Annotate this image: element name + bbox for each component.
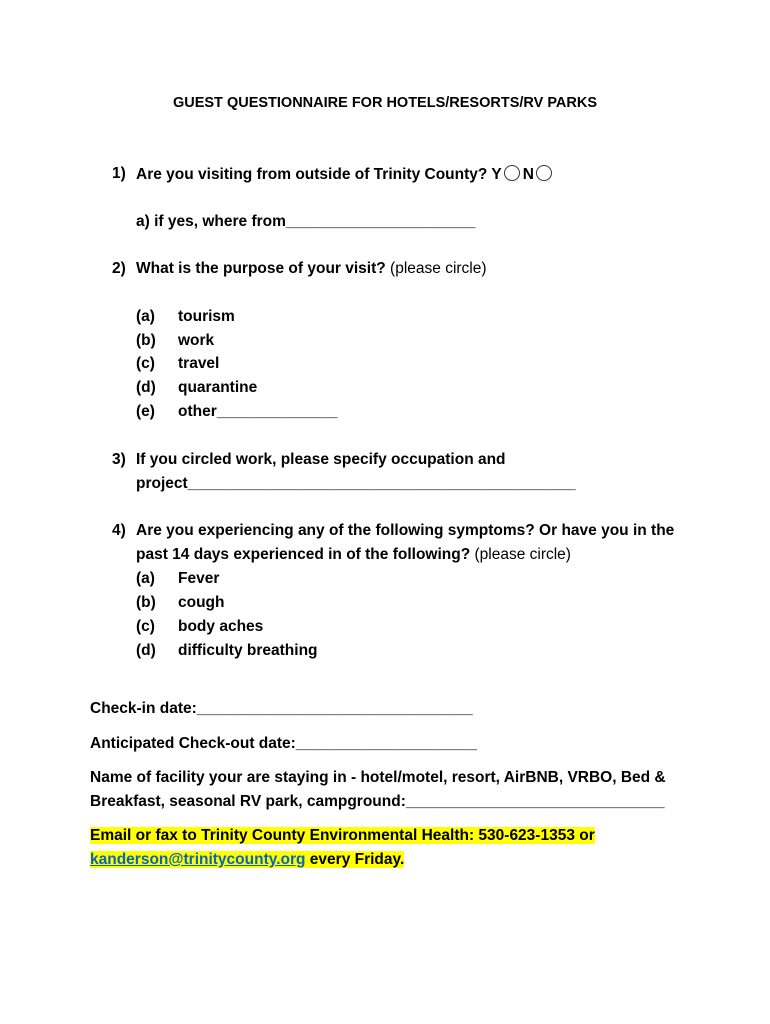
q2-text: What is the purpose of your visit? [136, 260, 386, 277]
footer-rest: every Friday. [305, 851, 405, 868]
q4-option-label[interactable]: difficulty breathing [178, 642, 318, 659]
q2-option-letter: (c) [136, 355, 155, 372]
q2-hint: (please circle) [385, 260, 487, 277]
q2-option-label[interactable]: work [178, 332, 215, 349]
q4-option-label[interactable]: Fever [178, 570, 220, 587]
q2-option-letter: (b) [136, 332, 156, 349]
q3-line2[interactable]: project_____________________________________________ [136, 475, 576, 492]
q2-option-label[interactable]: quarantine [178, 379, 258, 396]
checkout-field[interactable]: Anticipated Check-out date:_____________________ [90, 735, 477, 752]
q1-question [136, 165, 555, 184]
facility-line1: Name of facility your are staying in - hotel/motel, resort, AirBNB, VRBO, Bed & [90, 769, 666, 786]
q2-question [136, 260, 487, 278]
q2-option-letter: (a) [136, 308, 155, 325]
q4-option-letter: (a) [136, 570, 155, 587]
q4-number: 4) [112, 522, 126, 539]
q4-text: past 14 days experienced in of the following? [136, 546, 471, 563]
q4-option-letter: (d) [136, 642, 156, 659]
page-title: GUEST QUESTIONNAIRE FOR HOTELS/RESORTS/RV PARKS [172, 95, 598, 111]
footer-line2 [90, 851, 404, 869]
q2-number: 2) [112, 260, 126, 277]
checkin-field[interactable]: Check-in date:________________________________ [90, 700, 473, 717]
q2-option-letter: (d) [136, 379, 156, 396]
yes-radio[interactable] [504, 165, 520, 181]
footer-line1 [90, 827, 595, 845]
q2-option-label[interactable]: other______________ [178, 403, 338, 420]
q1-number: 1) [112, 165, 126, 182]
q2-option-label[interactable]: travel [178, 355, 220, 372]
q4-option-letter: (b) [136, 594, 156, 611]
no-label: N [522, 166, 534, 183]
footer-text: Email or fax to Trinity County Environmental Health: 530-623-1353 or [90, 827, 595, 844]
facility-field[interactable]: Breakfast, seasonal RV park, campground:______________________________ [90, 793, 665, 810]
q4-option-label[interactable]: body aches [178, 618, 264, 635]
q3-line1: If you circled work, please specify occupation and [136, 451, 506, 468]
q2-option-label[interactable]: tourism [178, 308, 235, 325]
q1-sub[interactable]: a) if yes, where from______________________ [136, 213, 476, 230]
q2-option-letter: (e) [136, 403, 155, 420]
email-link[interactable]: kanderson@trinitycounty.org [90, 851, 306, 868]
q4-option-label[interactable]: cough [178, 594, 225, 611]
q4-option-letter: (c) [136, 618, 155, 635]
q4-hint: (please circle) [470, 546, 571, 563]
q4-line2 [136, 546, 571, 564]
q1-text: Are you visiting from outside of Trinity County? Y [136, 166, 502, 183]
no-radio[interactable] [536, 165, 552, 181]
q3-number: 3) [112, 451, 126, 468]
q4-line1: Are you experiencing any of the following symptoms? Or have you in the [136, 522, 675, 539]
